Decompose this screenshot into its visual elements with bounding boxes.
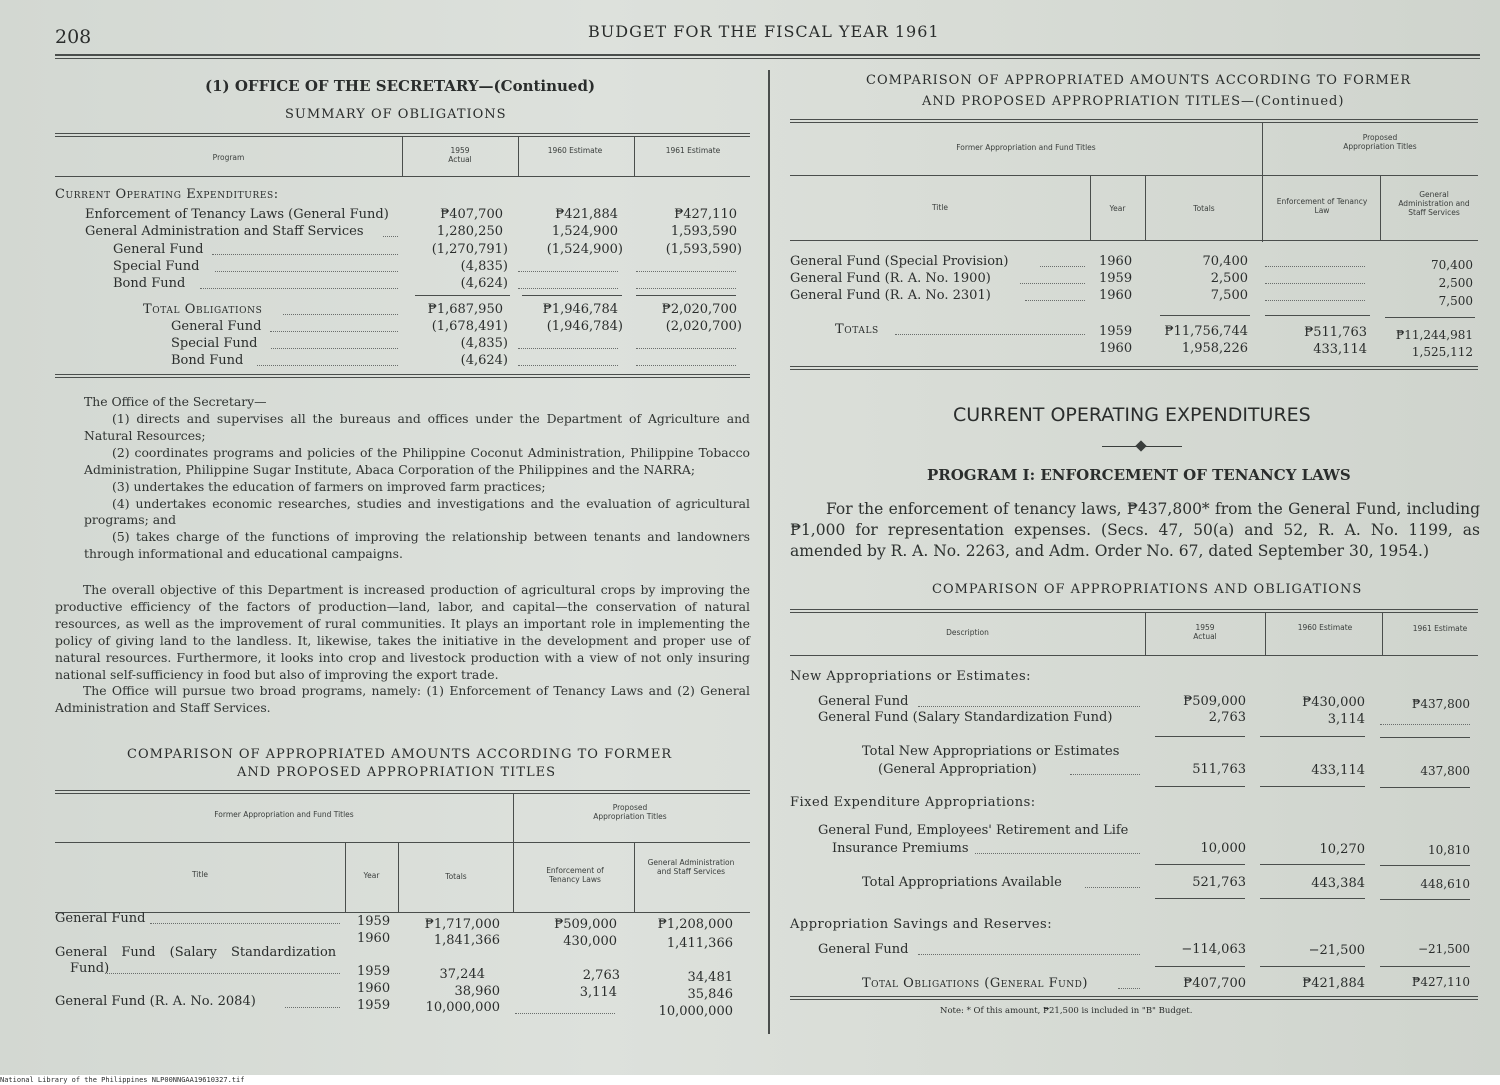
comp-totals: 37,244 bbox=[439, 967, 485, 982]
summary-value: ₱421,884 bbox=[555, 207, 618, 222]
comp-gen: 35,846 bbox=[687, 987, 733, 1002]
body-text bbox=[84, 394, 750, 411]
comp-gen: 10,000,000 bbox=[658, 1004, 733, 1019]
obl-heading: New Appropriations or Estimates: bbox=[790, 669, 1031, 684]
obl-col-description: Description bbox=[946, 628, 989, 637]
comp-gen: 70,400 bbox=[1431, 258, 1473, 272]
footnote: Note: * Of this amount, ₱21,500 is included in "B" Budget. bbox=[940, 1006, 1193, 1016]
summary-rule-head bbox=[55, 176, 750, 177]
comp-enf: 3,114 bbox=[579, 985, 617, 1000]
leader-dots bbox=[270, 331, 398, 332]
leader-dots bbox=[1070, 774, 1140, 775]
summary-value: ₱2,020,700 bbox=[661, 302, 737, 317]
summary-row-label: General Fund bbox=[113, 242, 204, 257]
sum-rule bbox=[1155, 864, 1245, 865]
comp-head-proposed: Proposed Appropriation Titles bbox=[1343, 133, 1417, 151]
comp-year: 1959 bbox=[357, 914, 391, 929]
comp-year: 1960 bbox=[1099, 288, 1133, 303]
paragraph: (1) directs and supervises all the bureaus and offices under the Department of Agriculture and Natural Resources; bbox=[84, 411, 750, 443]
leader-dots bbox=[1085, 887, 1140, 888]
sum-rule bbox=[1155, 898, 1245, 899]
summary-value: ₱427,110 bbox=[674, 207, 737, 222]
summary-col-1960: 1960 Estimate bbox=[547, 146, 603, 155]
obl-row-label: General Fund bbox=[818, 942, 909, 957]
paragraph: The Office will pursue two broad programs, namely: (1) Enforcement of Tenancy Laws and (2) General Administration and Staff Services. bbox=[55, 683, 750, 716]
leader-dots bbox=[895, 334, 1085, 335]
comp-head-enf: Enforcement of Tenancy Laws bbox=[546, 866, 604, 884]
obl-row-label: General Fund, Employees' Retirement and Life bbox=[818, 823, 1129, 838]
comp-gen: 2,500 bbox=[1438, 276, 1473, 290]
sum-rule bbox=[1380, 787, 1470, 788]
comparison-title: AND PROPOSED APPROPRIATION TITLES—(Continued) bbox=[922, 94, 1345, 109]
obl-value: ₱437,800 bbox=[1411, 697, 1470, 711]
obl-value: −114,063 bbox=[1181, 942, 1246, 957]
comp-gen: 34,481 bbox=[687, 970, 733, 985]
obl-value: 511,763 bbox=[1192, 762, 1246, 777]
obl-col-sep bbox=[1265, 612, 1266, 655]
obl-row-label: Total Appropriations Available bbox=[862, 875, 1062, 890]
comp-col-sep bbox=[1380, 175, 1381, 241]
summary-row-label: Special Fund bbox=[171, 336, 258, 351]
sum-rule bbox=[636, 295, 736, 296]
obl-col-1960: 1960 Estimate bbox=[1297, 623, 1353, 632]
summary-col-sep bbox=[518, 136, 519, 176]
comp-totals-label: Totals bbox=[835, 322, 879, 337]
leader-dots bbox=[257, 365, 398, 366]
comp-head-proposed: Proposed Appropriation Titles bbox=[593, 803, 667, 821]
sum-rule bbox=[1260, 786, 1365, 787]
leader-dots bbox=[1040, 266, 1085, 267]
comp-rule-bottom2 bbox=[790, 369, 1478, 370]
comp-totals: 70,400 bbox=[1202, 254, 1248, 269]
sum-rule bbox=[415, 295, 510, 296]
comp-head-year: Year bbox=[1109, 204, 1126, 213]
comparison-title: COMPARISON OF APPROPRIATED AMOUNTS ACCORDING TO FORMER bbox=[866, 73, 1412, 88]
summary-row-label: General Fund bbox=[171, 319, 262, 334]
comp-year: 1960 bbox=[357, 931, 391, 946]
sum-rule bbox=[1155, 736, 1245, 737]
summary-value: (4,624) bbox=[460, 276, 508, 291]
comp-gen: ₱1,208,000 bbox=[657, 917, 733, 932]
leader-dots bbox=[518, 271, 618, 272]
obl-value: 521,763 bbox=[1192, 875, 1246, 890]
summary-title: SUMMARY OF OBLIGATIONS bbox=[285, 107, 507, 122]
sum-rule bbox=[1155, 786, 1245, 787]
comp-year: 1959 bbox=[1099, 271, 1133, 286]
leader-dots bbox=[150, 923, 340, 924]
summary-value: (1,270,791) bbox=[431, 242, 508, 257]
obl-col-sep bbox=[1145, 612, 1146, 655]
leader-dots bbox=[518, 348, 618, 349]
comp-gen: ₱11,244,981 bbox=[1395, 328, 1473, 342]
leader-dots bbox=[1265, 283, 1365, 284]
summary-row-label: Enforcement of Tenancy Laws (General Fund) bbox=[85, 207, 389, 222]
comp-enf: ₱509,000 bbox=[554, 917, 617, 932]
comp-year: 1959 bbox=[357, 964, 391, 979]
comp-totals: 2,500 bbox=[1210, 271, 1248, 286]
summary-value: (4,835) bbox=[460, 259, 508, 274]
leader-dots bbox=[1020, 283, 1085, 284]
section-title: (1) OFFICE OF THE SECRETARY—(Continued) bbox=[205, 77, 596, 95]
comparison-title: AND PROPOSED APPROPRIATION TITLES bbox=[237, 765, 557, 780]
program-text: For the enforcement of tenancy laws, ₱437,800* from the General Fund, including ₱1,000 for representation expenses. (Secs. 47, 50(a) and 52, R. A. No. 1199, as amended by R. A. No. 2263, and Adm. Order No. 67, dated September 30, 1954.) bbox=[790, 500, 1480, 560]
obl-value: ₱407,700 bbox=[1183, 976, 1246, 991]
obl-heading: Appropriation Savings and Reserves: bbox=[790, 917, 1053, 932]
sum-rule bbox=[1260, 898, 1365, 899]
leader-dots bbox=[518, 288, 618, 289]
leader-dots bbox=[1265, 266, 1365, 267]
header-rule-thin bbox=[55, 58, 1480, 59]
leader-dots bbox=[105, 973, 340, 974]
comp-gen: 7,500 bbox=[1438, 294, 1473, 308]
obl-value: 448,610 bbox=[1420, 877, 1470, 891]
sum-rule bbox=[1260, 864, 1365, 865]
summary-col-sep bbox=[402, 136, 403, 176]
leader-dots bbox=[383, 236, 398, 237]
obl-value: −21,500 bbox=[1308, 943, 1365, 958]
obl-value: 433,114 bbox=[1311, 763, 1365, 778]
obl-value: ₱430,000 bbox=[1302, 695, 1365, 710]
sum-rule bbox=[1260, 966, 1365, 967]
obl-value: 10,270 bbox=[1319, 842, 1365, 857]
obl-row-label: General Fund (Salary Standardization Fund) bbox=[818, 710, 1113, 725]
obl-value: 3,114 bbox=[1327, 712, 1365, 727]
sum-rule bbox=[1155, 966, 1245, 967]
paragraph: (4) undertakes economic researches, studies and investigations and the evaluation of agricultural programs; and bbox=[84, 495, 750, 528]
leader-dots bbox=[1380, 724, 1470, 725]
comp-head-gen: General Administration and Staff Services bbox=[1398, 190, 1470, 217]
comp-year: 1960 bbox=[1099, 254, 1133, 269]
comp-totals: 10,000,000 bbox=[425, 1000, 500, 1015]
obl-rule-top bbox=[790, 609, 1478, 610]
obl-row-label: (General Appropriation) bbox=[878, 762, 1037, 777]
comp-totals: 1,958,226 bbox=[1181, 341, 1248, 356]
comp-enf: 433,114 bbox=[1313, 342, 1367, 357]
obl-row-label: Insurance Premiums bbox=[832, 841, 969, 856]
sum-rule bbox=[1385, 317, 1475, 318]
summary-heading: Current Operating Expenditures: bbox=[55, 187, 279, 202]
summary-col-1961: 1961 Estimate bbox=[665, 146, 721, 155]
summary-value: ₱1,687,950 bbox=[427, 302, 503, 317]
leader-dots bbox=[215, 271, 398, 272]
comp-totals: 38,960 bbox=[454, 984, 500, 999]
obl-value: 2,763 bbox=[1208, 710, 1246, 725]
comp-row-label: Fund) bbox=[70, 961, 110, 976]
summary-row-label: Bond Fund bbox=[113, 276, 186, 291]
comp-head-year: Year bbox=[363, 871, 380, 880]
obl-value: ₱509,000 bbox=[1183, 694, 1246, 709]
leader-dots bbox=[636, 288, 736, 289]
comp-rule-top bbox=[55, 790, 750, 791]
summary-value: ₱407,700 bbox=[440, 207, 503, 222]
comp-head-former: Former Appropriation and Fund Titles bbox=[956, 143, 1096, 152]
paragraph: (2) coordinates programs and policies of the Philippine Coconut Administration, Philippine Tobacco Administration, Philippine Sugar Institute, Abaca Corporation of the Philippines and the NARRA; bbox=[84, 444, 750, 477]
summary-total-label: Total Obligations bbox=[143, 302, 263, 317]
comp-head-former: Former Appropriation and Fund Titles bbox=[214, 810, 354, 819]
obl-col-sep bbox=[1382, 612, 1383, 655]
summary-col-1959: 1959 Actual bbox=[448, 146, 472, 164]
comp-row-label: General Fund (R. A. No. 2084) bbox=[55, 994, 256, 1009]
leader-dots bbox=[1265, 300, 1365, 301]
paragraph: (3) undertakes the education of farmers on improved farm practices; bbox=[112, 478, 546, 494]
comp-totals: 1,841,366 bbox=[433, 933, 500, 948]
summary-row-label: Special Fund bbox=[113, 259, 200, 274]
obl-value: ₱421,884 bbox=[1302, 976, 1365, 991]
comp-rule-head bbox=[55, 912, 750, 913]
running-title: BUDGET FOR THE FISCAL YEAR 1961 bbox=[588, 22, 940, 41]
comp-row-label: General Fund bbox=[55, 911, 146, 926]
summary-value: (1,946,784) bbox=[546, 319, 623, 334]
summary-value: 1,280,250 bbox=[436, 224, 503, 239]
sum-rule bbox=[1260, 736, 1365, 737]
comp-totals: ₱11,756,744 bbox=[1164, 324, 1248, 339]
leader-dots bbox=[212, 254, 398, 255]
summary-value: ₱1,946,784 bbox=[542, 302, 618, 317]
body-text bbox=[55, 582, 750, 717]
leader-dots bbox=[636, 271, 736, 272]
summary-row-label: General Administration and Staff Services bbox=[85, 224, 364, 239]
leader-dots bbox=[1118, 988, 1140, 989]
obl-rule-head bbox=[790, 655, 1478, 656]
leader-dots bbox=[636, 365, 736, 366]
comp-head-enf: Enforcement of Tenancy Law bbox=[1276, 197, 1368, 215]
obl-rule-bottom bbox=[790, 996, 1478, 997]
comp-gen: 1,411,366 bbox=[666, 936, 733, 951]
obl-rule-top2 bbox=[790, 612, 1478, 613]
comp-rule-mid bbox=[790, 175, 1478, 176]
comp-year: 1960 bbox=[357, 981, 391, 996]
comp-enf: 430,000 bbox=[563, 934, 617, 949]
leader-dots bbox=[636, 348, 736, 349]
leader-dots bbox=[1025, 300, 1085, 301]
comp-col-sep bbox=[513, 793, 514, 913]
leader-dots bbox=[515, 1013, 615, 1014]
comp-rule-top2 bbox=[55, 793, 750, 794]
comp-col-sep bbox=[1262, 122, 1263, 242]
comp-totals: ₱1,717,000 bbox=[424, 917, 500, 932]
obl-value: 10,000 bbox=[1200, 841, 1246, 856]
leader-dots bbox=[975, 853, 1140, 854]
summary-rule-bottom2 bbox=[55, 377, 750, 378]
summary-col-program: Program bbox=[212, 153, 245, 162]
summary-rule-bottom bbox=[55, 374, 750, 375]
comp-enf: ₱511,763 bbox=[1304, 325, 1367, 340]
obl-value: ₱427,110 bbox=[1411, 975, 1470, 989]
comp-head-gen: General Administration and Staff Services bbox=[647, 858, 735, 876]
paragraph: The Office of the Secretary— bbox=[84, 394, 267, 409]
comp-head-title: Title bbox=[931, 203, 949, 212]
body-text bbox=[84, 411, 750, 563]
sum-rule bbox=[1380, 737, 1470, 738]
summary-col-sep bbox=[634, 136, 635, 176]
comp-year: 1959 bbox=[1099, 324, 1133, 339]
comp-row-label: General Fund (R. A. No. 1900) bbox=[790, 271, 991, 286]
obl-col-1959: 1959 Actual bbox=[1193, 623, 1217, 641]
sum-rule bbox=[1380, 966, 1470, 967]
summary-value: 1,524,900 bbox=[551, 224, 618, 239]
comp-year: 1960 bbox=[1099, 341, 1133, 356]
obl-row-label: Total New Appropriations or Estimates bbox=[862, 744, 1120, 759]
leader-dots bbox=[918, 954, 1140, 955]
leader-dots bbox=[271, 348, 398, 349]
summary-value: (1,678,491) bbox=[431, 319, 508, 334]
sum-rule bbox=[522, 295, 622, 296]
obl-heading: Fixed Expenditure Appropriations: bbox=[790, 795, 1036, 810]
section-heading: CURRENT OPERATING EXPENDITURES bbox=[953, 404, 1311, 426]
leader-dots bbox=[918, 706, 1140, 707]
obl-value: 443,384 bbox=[1311, 876, 1365, 891]
paragraph: (5) takes charge of the functions of improving the relationship between tenants and landowners through informational and educational campaigns. bbox=[84, 529, 750, 562]
comp-rule-top bbox=[790, 119, 1478, 120]
comp-col-sep bbox=[634, 842, 635, 913]
column-divider bbox=[768, 70, 770, 1034]
summary-value: (4,835) bbox=[460, 336, 508, 351]
comp-gen: 1,525,112 bbox=[1411, 345, 1473, 359]
sum-rule bbox=[1380, 899, 1470, 900]
page-number: 208 bbox=[55, 26, 92, 48]
comp-year: 1959 bbox=[357, 998, 391, 1013]
summary-value: (2,020,700) bbox=[665, 319, 742, 334]
comp-rule-bottom bbox=[790, 366, 1478, 367]
leader-dots bbox=[283, 314, 398, 315]
sum-rule bbox=[1265, 315, 1370, 316]
obligations-title: COMPARISON OF APPROPRIATIONS AND OBLIGATIONS bbox=[932, 582, 1363, 597]
obl-value: 10,810 bbox=[1428, 843, 1470, 857]
comp-rule-mid bbox=[55, 842, 750, 843]
comp-head-totals: Totals bbox=[1193, 204, 1215, 213]
comparison-title: COMPARISON OF APPROPRIATED AMOUNTS ACCORDING TO FORMER bbox=[127, 747, 673, 762]
scan-footer: National Library of the Philippines NLP00NNGAA19610327.tif bbox=[0, 1075, 1500, 1085]
obl-value: 437,800 bbox=[1420, 764, 1470, 778]
sum-rule bbox=[1380, 865, 1470, 866]
comp-head-title: Title bbox=[191, 870, 209, 879]
leader-dots bbox=[285, 1007, 340, 1008]
header-rule bbox=[55, 54, 1480, 56]
comp-row-label: General Fund (R. A. No. 2301) bbox=[790, 288, 991, 303]
leader-dots bbox=[200, 288, 398, 289]
comp-enf: 2,763 bbox=[582, 968, 620, 983]
comp-rule-top2 bbox=[790, 122, 1478, 123]
obl-col-1961: 1961 Estimate bbox=[1412, 624, 1468, 633]
program-title: PROGRAM I: ENFORCEMENT OF TENANCY LAWS bbox=[927, 466, 1351, 484]
comp-head-totals: Totals bbox=[445, 872, 467, 881]
sum-rule bbox=[1160, 315, 1250, 316]
leader-dots bbox=[518, 365, 618, 366]
summary-value: (1,593,590) bbox=[665, 242, 742, 257]
summary-row-label: Bond Fund bbox=[171, 353, 244, 368]
paragraph: The overall objective of this Department is increased production of agricultural crops by improving the productive efficiency of the factors of production—land, labor, and capital—the conservation of natural resources, as well as the improvement of rural communities. It plays an important role in implementing the policy of giving land to the landless. It, likewise, takes the initiative in the development and proper use of natural resources. Furthermore, it looks into crop and livestock production with a view of not only insuring national self-sufficiency in food but also of improving the export trade. bbox=[55, 582, 750, 682]
comp-rule-head bbox=[790, 240, 1478, 241]
ornament-diamond bbox=[1135, 440, 1146, 451]
summary-value: (1,524,900) bbox=[546, 242, 623, 257]
comp-totals: 7,500 bbox=[1210, 288, 1248, 303]
obl-value: −21,500 bbox=[1417, 942, 1470, 956]
summary-rule-top bbox=[55, 133, 750, 134]
comp-row-label: General Fund (Special Provision) bbox=[790, 254, 1009, 269]
summary-value: (4,624) bbox=[460, 353, 508, 368]
summary-value: 1,593,590 bbox=[670, 224, 737, 239]
obl-rule-bottom2 bbox=[790, 999, 1478, 1000]
comp-row-label: General Fund (Salary Standardization bbox=[55, 945, 337, 960]
obl-row-label: General Fund bbox=[818, 694, 909, 709]
obl-total-label: Total Obligations (General Fund) bbox=[862, 976, 1088, 991]
